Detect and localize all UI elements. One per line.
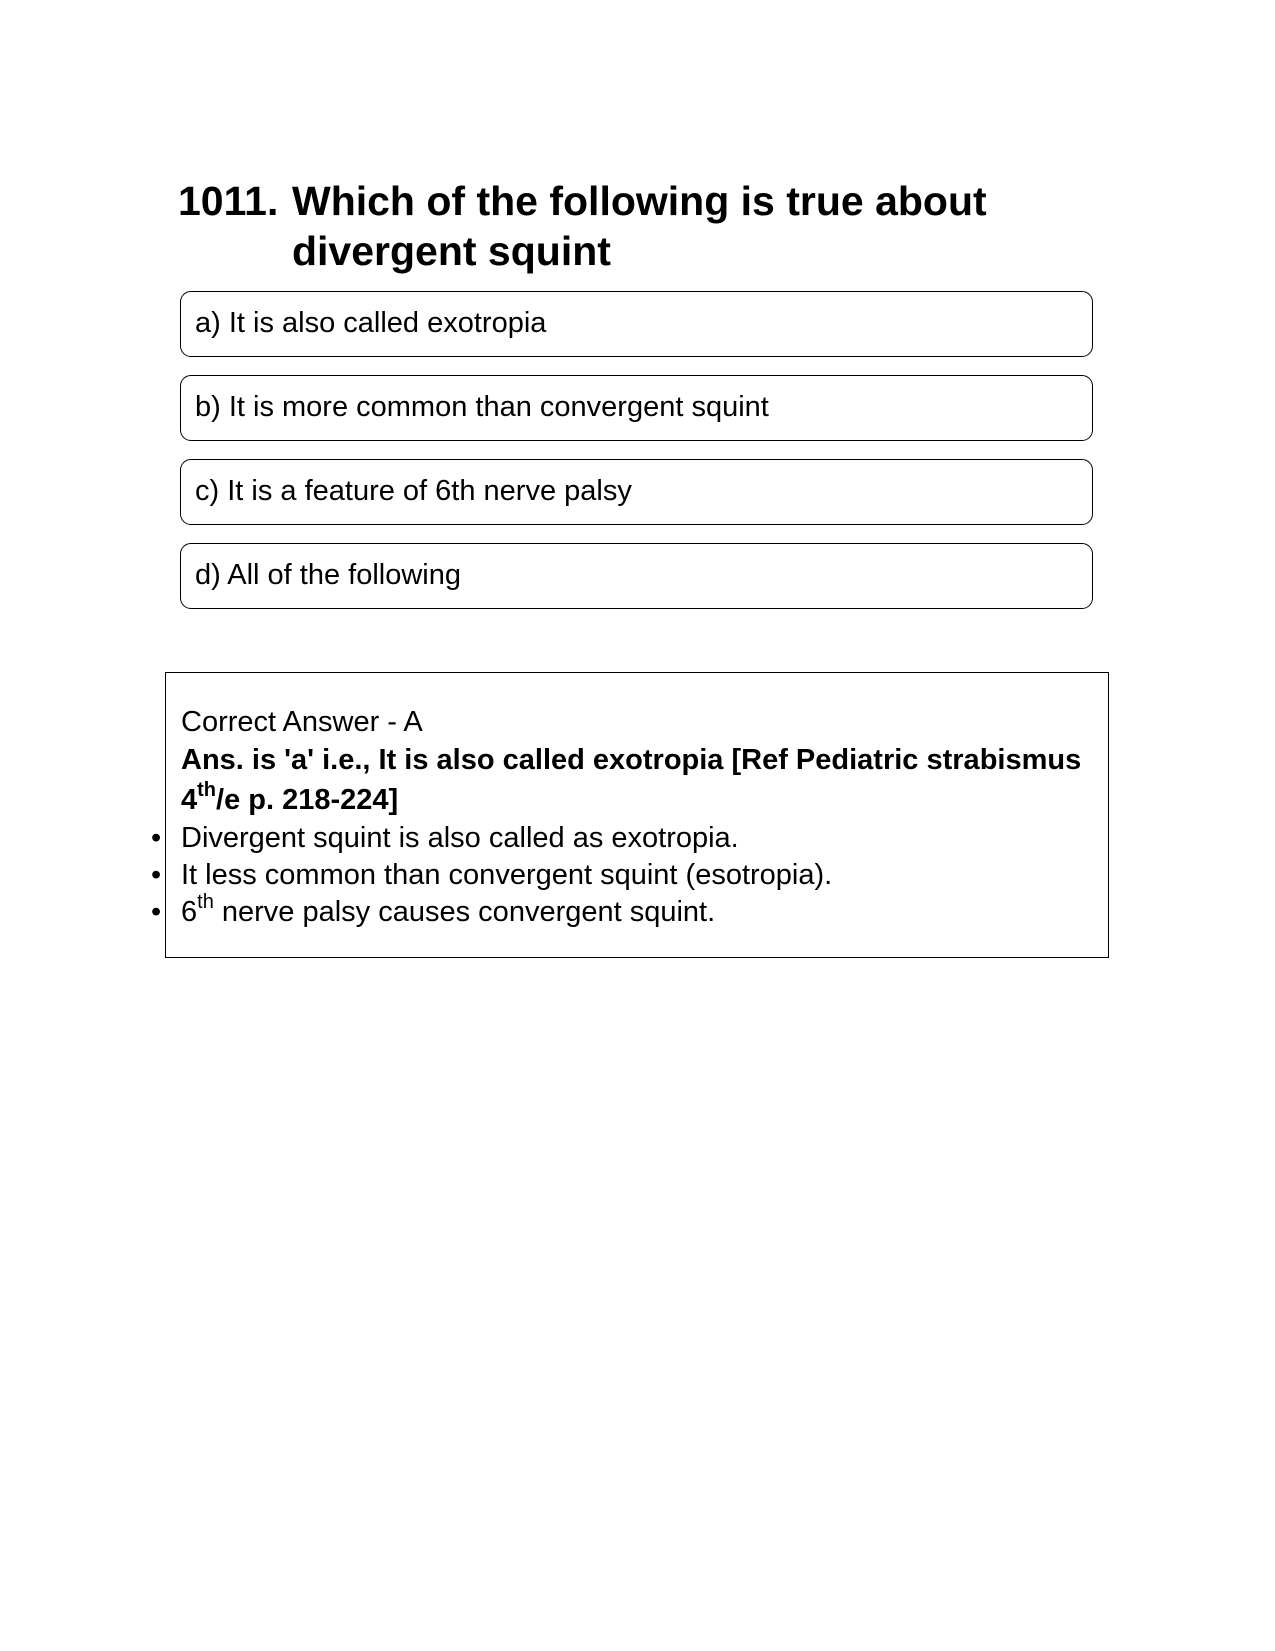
answer-reference — [181, 740, 1101, 820]
list-item — [151, 857, 1101, 894]
list-item-superscript: th — [197, 891, 214, 913]
correct-answer-label: Correct Answer - A — [181, 706, 423, 738]
list-item-prefix: 6 — [181, 896, 198, 928]
list-item — [151, 891, 1101, 931]
list-item-text: It less common than convergent squint (esotropia). — [181, 859, 833, 891]
option-b[interactable]: b) It is more common than convergent squint — [180, 375, 1093, 441]
option-c[interactable]: c) It is a feature of 6th nerve palsy — [180, 459, 1093, 525]
option-a[interactable]: a) It is also called exotropia — [180, 291, 1093, 357]
answer-explanation — [151, 704, 1101, 931]
answer-reference-end: /e p. 218-224] — [216, 784, 399, 816]
answer-reference-superscript: th — [197, 779, 217, 801]
explanation-list — [151, 820, 1101, 931]
question-number: 1011. — [178, 178, 279, 224]
bullet-icon: • — [151, 859, 162, 891]
bullet-icon: • — [151, 822, 162, 854]
list-item-text: nerve palsy causes convergent squint. — [213, 896, 716, 928]
option-d[interactable]: d) All of the following — [180, 543, 1093, 609]
list-item-text: Divergent squint is also called as exotropia. — [181, 822, 739, 854]
list-item — [151, 820, 1101, 857]
question-heading — [178, 176, 1078, 276]
question-text: Which of the following is true about divergent squint — [292, 178, 987, 274]
bullet-icon: • — [151, 896, 162, 928]
answer-reference-text: Ans. is 'a' i.e., It is also called exotropia [Ref Pediatric strabismus 4 — [181, 744, 1082, 816]
